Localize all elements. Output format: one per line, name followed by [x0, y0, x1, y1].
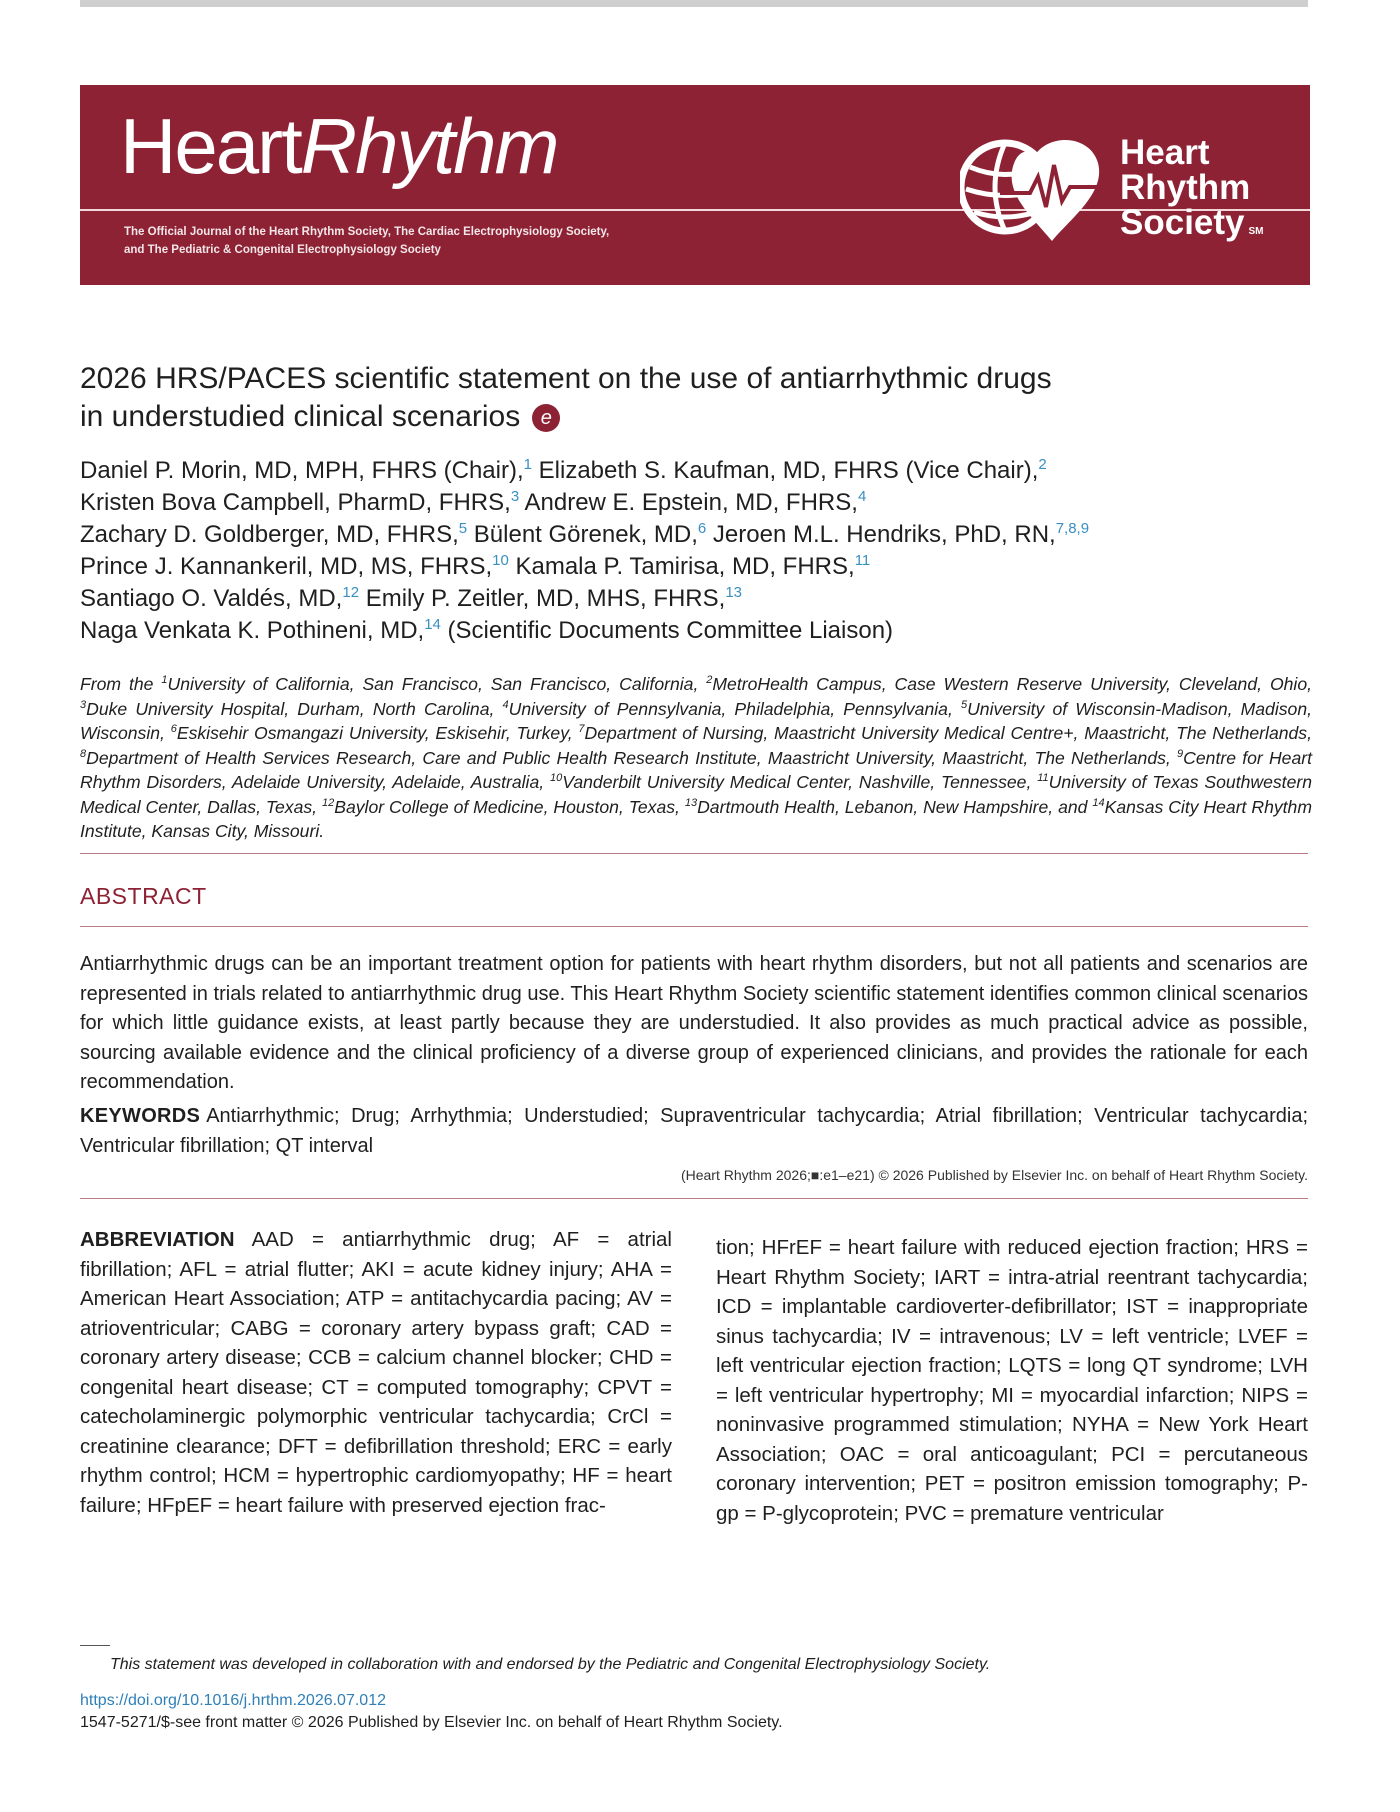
affiliation-ref[interactable]: 10 [492, 552, 509, 569]
affiliation-ref[interactable]: 11 [854, 552, 871, 569]
e-supplement-icon[interactable]: e [532, 404, 560, 432]
society-line3: Society [1120, 203, 1245, 242]
affiliation-text: Eskisehir Osmangazi University, Eskisehir, Turkey, [176, 723, 579, 743]
affiliation-text: Centre for Heart Rhythm Disorders, Adelaide University, Adelaide, Australia, [80, 747, 1312, 792]
author-name: Zachary D. Goldberger, MD, FHRS, [80, 521, 459, 548]
author-name: Andrew E. Epstein, MD, FHRS, [519, 489, 858, 516]
author-name: Elizabeth S. Kaufman, MD, FHRS (Vice Chair), [531, 457, 1039, 484]
keywords-list: Antiarrhythmic; Drug; Arrhythmia; Understudied; Supraventricular tachycardia; Atrial fibrillation; Ventricular tachycardia; Ventricular fibrillation; QT interval [80, 1105, 1308, 1157]
journal-banner [80, 85, 1310, 285]
journal-name [120, 102, 558, 190]
citation: (Heart Rhythm 2026;■:e1–e21) © 2026 Published by Elsevier Inc. on behalf of Heart Rhythm Society. [680, 1167, 1308, 1183]
affiliation-ref[interactable]: 4 [857, 488, 867, 505]
affiliation-text: From the [80, 674, 162, 694]
affiliation-text: University of California, San Francisco, San Francisco, California, [167, 674, 707, 694]
journal-name-italic: Rhythm [300, 102, 558, 190]
keywords-label: KEYWORDS [80, 1105, 201, 1127]
affiliation-number: 5 [960, 698, 968, 711]
affiliation-number: 7 [578, 723, 585, 735]
paper-title-line2: in understudied clinical scenarios [80, 400, 521, 433]
copyright: 1547-5271/$-see front matter © 2026 Published by Elsevier Inc. on behalf of Heart Rhythm Society. [80, 1714, 783, 1731]
affiliation-number: 9 [1177, 747, 1184, 760]
author-line [80, 551, 1310, 583]
author-name: Emily P. Zeitler, MD, MHS, FHRS, [359, 585, 726, 612]
author-line [80, 487, 1310, 519]
affiliation-ref[interactable]: 14 [424, 616, 441, 633]
doi-link[interactable]: https://doi.org/10.1016/j.hrthm.2026.07.012 [80, 1692, 386, 1709]
affiliation-number: 2 [706, 674, 713, 686]
author-name: Naga Venkata K. Pothineni, MD, [80, 617, 425, 644]
affiliation-ref[interactable]: 3 [510, 488, 520, 505]
affiliation-text: Dartmouth Health, Lebanon, New Hampshire, and [697, 796, 1093, 817]
affiliation-ref[interactable]: 2 [1038, 456, 1047, 473]
divider [80, 853, 1308, 854]
top-rule [80, 0, 1308, 7]
affiliation-ref[interactable]: 1 [523, 456, 532, 473]
author-line [80, 455, 1310, 487]
affiliation-ref[interactable]: 5 [458, 520, 468, 537]
abbreviations-left-text: AAD = antiarrhythmic drug; AF = atrial fibrillation; AFL = atrial flutter; AKI = acute kidney injury; AHA = American Heart Association; ATP = antitachycardia pacing; AV = atrioventricular; CABG = coronary artery bypass graft; CAD = coronary artery disease; CCB = calcium channel blocker; CHD = congenital heart disease; CT = computed tomography; CPVT = catecholaminergic polymorphic ventricular tachycardia; CrCl = creatinine clearance; DFT = defibrillation threshold; ERC = early rhythm control; HCM = hypertrophic cardiomyopathy; HF = heart failure; HFpEF = heart failure with preserved ejection frac- [80, 1228, 672, 1517]
author-name: Bülent Görenek, MD, [467, 521, 698, 548]
journal-subtitle [124, 223, 684, 259]
abstract-text: Antiarrhythmic drugs can be an important treatment option for patients with heart rhythm disorders, but not all patients and scenarios are represented in trials related to antiarrhythmic drug use. This Heart Rhythm Society scientific statement identifies common clinical scenarios for which little guidance exists, at least partly because they are understudied. It also provides as much practical advice as possible, sourcing available evidence and the clinical proficiency of a diverse group of experienced clinicians, and provides the rationale for each recommendation. [80, 953, 1308, 1093]
service-mark: SM [1248, 226, 1264, 237]
author-line [80, 519, 1310, 551]
author-name: Kamala P. Tamirisa, MD, FHRS, [508, 553, 855, 580]
affiliation-number: 1 [161, 674, 168, 686]
affiliation-text: MetroHealth Campus, Case Western Reserve University, Cleveland, Ohio, [712, 674, 1312, 694]
affiliation-number: 3 [80, 698, 87, 711]
affiliation-number: 11 [1037, 772, 1049, 784]
affiliation-ref[interactable]: 6 [697, 520, 707, 537]
author-line [80, 583, 1310, 615]
abstract-heading: ABSTRACT [80, 883, 207, 909]
affiliation-text: Department of Nursing, Maastricht University Medical Centre+, Maastricht, The Netherlands, [584, 723, 1312, 743]
affiliation-text: University of Texas Southwestern Medical Center, Dallas, Texas, [80, 772, 1312, 817]
affiliation-number: 12 [321, 796, 335, 809]
affiliation-text: Duke University Hospital, Durham, North Carolina, [86, 698, 503, 719]
society-line1: Heart [1120, 133, 1210, 172]
affiliation-number: 14 [1092, 796, 1105, 809]
affiliation-text: University of Pennsylvania, Philadelphia, Pennsylvania, [508, 698, 961, 719]
author-name: (Scientific Documents Committee Liaison) [440, 617, 894, 644]
journal-subtitle-line1: The Official Journal of the Heart Rhythm Society, The Cardiac Electrophysiology Society, [124, 226, 610, 238]
paper-title-line1: 2026 HRS/PACES scientific statement on the use of antiarrhythmic drugs [80, 362, 1052, 395]
affiliation-number: 13 [684, 796, 698, 809]
abbreviations-label: ABBREVIATION [80, 1228, 235, 1251]
affiliation-ref[interactable]: 12 [342, 584, 360, 601]
abbreviations-right-column: tion; HFrEF = heart failure with reduced ejection fraction; HRS = Heart Rhythm Society; IART = intra-atrial reentrant tachycardia; ICD = implantable cardioverter-defibrillator; IST = inappropriate sinus tachycardia; IV = intravenous; LV = left ventricle; LVEF = left ventricular ejection fraction; LQTS = long QT syndrome; LVH = left ventricular hypertrophy; MI = myocardial infarction; NIPS = noninvasive programmed stimulation; NYHA = New York Heart Association; OAC = oral anticoagulant; PCI = percutaneous coronary intervention; PET = positron emission tomography; P-gp = P-glycoprotein; PVC = premature ventricular [716, 1236, 1308, 1525]
keywords [80, 1102, 1308, 1161]
footnote-rule [80, 1645, 110, 1646]
affiliation-text: Vanderbilt University Medical Center, Nashville, Tennessee, [562, 772, 1038, 792]
society-logo-text [1120, 135, 1264, 249]
paper-title [80, 360, 1180, 436]
author-name: Kristen Bova Campbell, PharmD, FHRS, [80, 489, 511, 516]
abbreviations-left-column [80, 1225, 672, 1520]
affiliations [80, 672, 1312, 844]
affiliation-number: 8 [80, 747, 87, 760]
author-line [80, 615, 1310, 647]
author-name: Santiago O. Valdés, MD, [80, 585, 343, 612]
affiliation-ref[interactable]: 7,8,9 [1055, 520, 1090, 537]
affiliation-number: 6 [170, 723, 177, 735]
affiliation-text: University of Wisconsin-Madison, Madison, Wisconsin, [80, 698, 1313, 743]
footnote: This statement was developed in collaboration with and endorsed by the Pediatric and Congenital Electrophysiology Society. [110, 1656, 991, 1673]
affiliation-number: 10 [550, 772, 563, 784]
divider [80, 1198, 1308, 1199]
affiliation-text: Department of Health Services Research, Care and Public Health Research Institute, Maastricht University, Maastricht, The Netherlands, [86, 747, 1178, 768]
affiliation-text: Kansas City Heart Rhythm Institute, Kansas City, Missouri. [80, 796, 1312, 841]
author-name: Daniel P. Morin, MD, MPH, FHRS (Chair), [80, 457, 524, 484]
author-name: Prince J. Kannankeril, MD, MS, FHRS, [80, 553, 493, 580]
affiliation-text: Baylor College of Medicine, Houston, Texas, [334, 796, 685, 817]
heart-globe-logo-icon [960, 127, 1110, 247]
author-name: Jeroen M.L. Hendriks, PhD, RN, [706, 521, 1056, 548]
affiliation-number: 4 [502, 698, 509, 711]
journal-subtitle-line2: and The Pediatric & Congenital Electrophysiology Society [124, 244, 441, 256]
divider [80, 926, 1308, 927]
author-list [80, 455, 1310, 647]
society-line2: Rhythm [1120, 168, 1251, 207]
affiliation-ref[interactable]: 13 [725, 584, 743, 601]
journal-name-plain: Heart [120, 102, 301, 190]
